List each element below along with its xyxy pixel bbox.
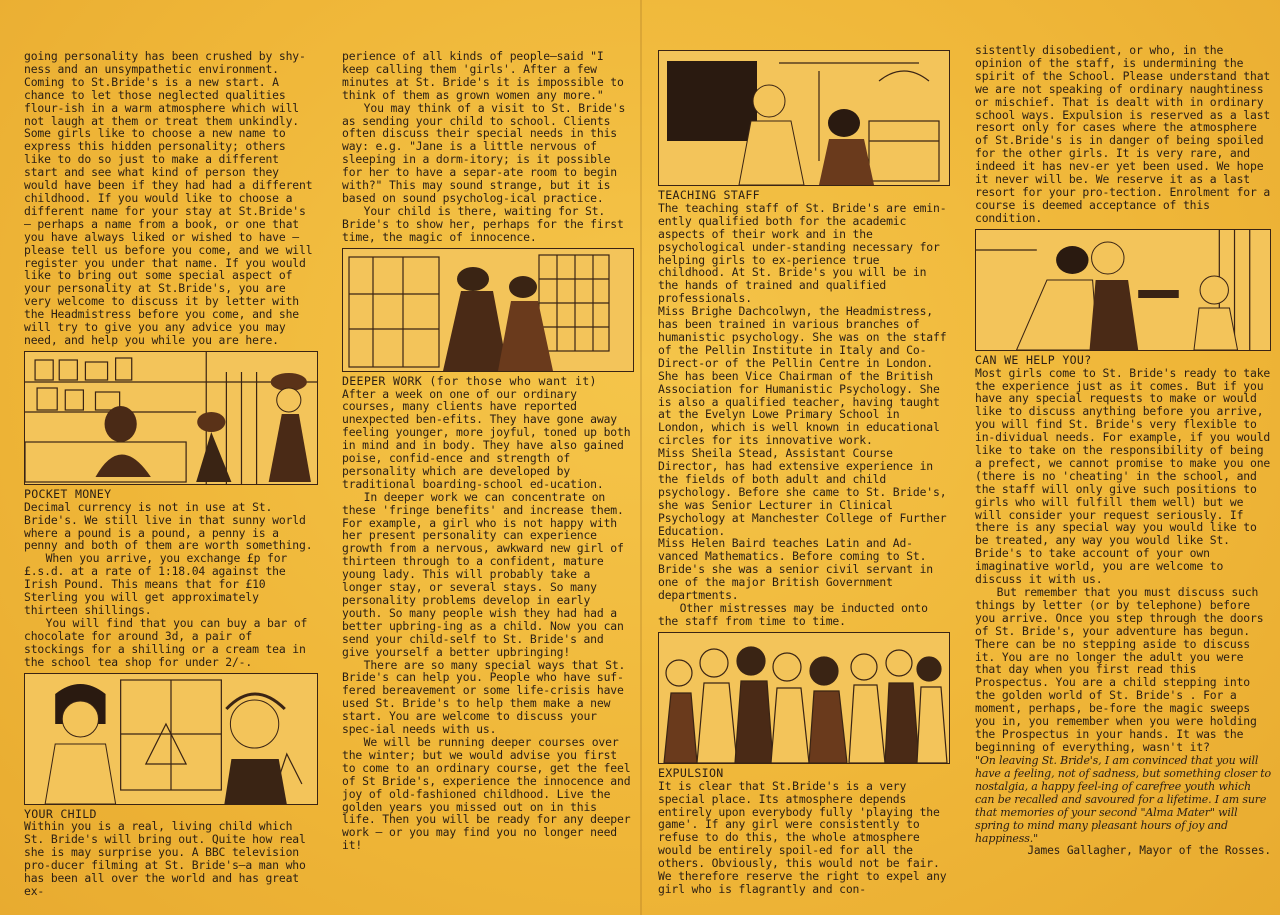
expulsion-heading: EXPULSION <box>658 765 724 780</box>
pocket-money-paragraph-2: When you arrive, you exchange £p for £.s.d. at a rate of 1:18.04 against the Irish Pound. This means that for £10 Sterling you will get approximately thirteen shillings. <box>24 551 288 617</box>
bbc-quote-paragraph: perience of all kinds of people—said "I keep calling them 'girls'. After a few minutes at St. Bride's it is impossible to think of them as grown women any more." <box>342 49 624 102</box>
column-1 <box>24 50 318 898</box>
intro-paragraph: going personality has been crushed by shy-ness and an unsympathetic environment. Coming to St.Bride's is a new start. A chance to let those neglected qualities flour-ish in a warm atmosphere which will not laugh at them or treat them unkindly. Some girls like to choose a new name to express this hidden personality; others like to do so just to make a different start and see what kind of person they would have been if they had had a different childhood. If you would like to choose a different name for your stay at St.Bride's — perhaps a name from a book, or one that you have always liked or wished to have — please tell us before you come, and we will register you under that name. If you would like to bring out some special aspect of your personality at St.Bride's, you are very welcome to discuss it by letter with the Headmistress before you come, and she will try to give you any advice you may need, and help you while you are here. <box>24 49 313 347</box>
your-child-heading: YOUR CHILD <box>24 806 97 821</box>
doorway-girls-illustration <box>342 248 634 372</box>
window-girls-illustration <box>24 673 318 805</box>
expulsion-paragraph: It is clear that St.Bride's is a very special place. Its atmosphere depends entirely upon everybody fully 'playing the game'. If any girl were consistently to refuse to do this, the whole atmosphere would be entirely spoil-ed for all the others. Obviously, this would not be fair. We therefore reserve the right to expel any girl who is flagrantly and con- <box>658 778 947 896</box>
mayor-quote: "On leaving St. Bride's, I am convinced that you will have a feeling, not of sadness, but something closer to nostalgia, a happy feel-ing of carefree youth which can be recalled and savoured for a lifetime. I am sure that memories of your second "Alma Mater" will spring to mind many pleasant hours of joy and happiness." <box>975 753 1272 845</box>
can-we-help-heading: CAN WE HELP YOU? <box>975 352 1092 367</box>
deeper-work-paragraph-2: In deeper work we can concentrate on these 'fringe benefits' and increase them. For example, a girl who is not happy with her present personality can experience growth from a nervous, awkward new girl of thirteen through to a confident, mature young lady. This will probably take a longer stay, or several stays. So many personality problems develop in early youth. So many people wish they had had a better upbring-ing as a child. Now you can send your child-self to St. Bride's and give yourself a better upbringing! <box>342 489 624 659</box>
teaching-staff-paragraph: The teaching staff of St. Bride's are emin-ently qualified both for the academic aspects of their work and in the psychological under-standing necessary for helping girls to ex-perience true childhood. At St. Bride's you will be in the hands of trained and qualified professionals. <box>658 200 947 306</box>
can-we-help-paragraph-1: Most girls come to St. Bride's ready to take the experience just as it comes. But if you have any special requests to make or would like to discuss anything before you arrive, you will find St. Bride's very flexible to in-dividual needs. For example, if you would like to take on the responsibility of being a prefect, we cannot promise to make you one (there is no 'cheating' in the school, and the staff will only give such positions to girls who will fulfill them well) but we will consider your request seriously. If there is any special way you would like to be treated, any way you would like St. Bride's to take account of your own imaginative world, you are welcome to discuss it with us. <box>975 365 1271 587</box>
visit-paragraph: You may think of a visit to St. Bride's as sending your child to school. Clients often discuss their special needs in this way: e.g. "Jane is a little nervous of sleeping in a dorm-itory; is it possible for her to have a separ-ate room to begin with?" This may sound strange, but it is based on sound psycholog-ical practice. <box>342 100 626 205</box>
deeper-work-paragraph-3: There are so many special ways that St. Bride's can help you. People who have suf-fered bereavement or some life-crisis have used St. Bride's to help them make a new start. You are welcome to discuss your spec-ial needs with us. <box>342 657 626 737</box>
column-3 <box>658 50 950 896</box>
classroom-illustration <box>658 50 950 186</box>
headmistress-paragraph: Miss Brighe Dachcolwyn, the Headmistress, has been trained in various branches of humanistic psychology. She was on the staff of the Pellin Institute in Italy and Co-Direct-or of the Pellin Centre in London. She has been Vice Chairman of the British Association for Humanistic Psychology. She is also a qualified teacher, having taught at the Evelyn Lowe Primary School in London, which is well known in educational circles for its innovative work. <box>658 304 947 448</box>
deeper-work-heading: DEEPER WORK (for those who want it) <box>342 373 597 388</box>
teaching-staff-heading: TEACHING STAFF <box>658 188 760 202</box>
your-child-paragraph: Within you is a real, living child which St. Bride's will bring out. Quite how real she is may surprise you. A BBC television pro-ducer filming at St. Bride's—a man who has been all over the world and has great ex- <box>24 819 306 898</box>
prefects-illustration <box>975 229 1271 351</box>
assistant-director-paragraph: Miss Sheila Stead, Assistant Course Director, has had extensive experience in the fields of both adult and child psychology. Before she came to St. Bride's, she was Senior Lecturer in Clinical Psychology at Manchester College of Further Education. <box>658 446 947 538</box>
center-fold <box>640 0 642 915</box>
pocket-money-paragraph-1: Decimal currency is not in use at St. Bride's. We still live in that sunny world where a pound is a pound, a penny is a penny and both of them are worth something. <box>24 499 313 553</box>
tuck-shop-illustration <box>24 351 318 485</box>
other-mistresses-paragraph: Other mistresses may be inducted onto the staff from time to time. <box>658 601 928 628</box>
mayor-signature: James Gallagher, Mayor of the Rosses. <box>1027 843 1271 857</box>
pocket-money-heading: POCKET MONEY <box>24 486 112 501</box>
column-4 <box>975 44 1271 858</box>
magic-paragraph: Your child is there, waiting for St. Bride's to show her, perhaps for the first time, the magic of innocence. <box>342 203 624 244</box>
deeper-work-paragraph-1: After a week on one of our ordinary courses, many clients have reported unexpected ben-efits. They have gone away feeling younger, more joyful, toned up both in mind and in body. They have also gained poise, confid-ence and strength of personality which are developed by traditional boarding-school ed-ucation. <box>342 386 631 491</box>
pocket-money-paragraph-3: You will find that you can buy a bar of chocolate for around 3d, a pair of stockings for a shilling or a cream tea in the school tea shop for under 2/-. <box>24 615 308 669</box>
expulsion-continued-paragraph: sistently disobedient, or who, in the opinion of the staff, is undermining the spirit of the School. Please understand that we are not speaking of ordinary naughtiness or mischief. That is dealt with in ordinary school ways. Expulsion is reserved as a last resort only for cases where the atmosphere of St.Bride's is in danger of being spoiled for the other girls. It is very rare, and indeed it has nev-er yet been used. We hope it never will be. We reserve it as a last resort for your pro-tection. Enrolment for a course is deemed acceptance of this condition. <box>975 43 1271 225</box>
column-2 <box>342 50 634 852</box>
deeper-work-paragraph-4: We will be running deeper courses over the winter; but we would advise you first to come to an ordinary course, get the feel of St Bride's, experience the innocence and joy of old-fashioned childhood. Live the golden years you missed out on in this life. Then you will be ready for any deeper work — or you may find you no longer need it! <box>342 734 631 853</box>
group-of-girls-illustration <box>658 632 950 764</box>
can-we-help-paragraph-2: But remember that you must discuss such things by letter (or by telephone) before you arrive. Once you step through the doors of St. Bride's, your adventure has begun. There can be no stepping aside to discuss it. You are no longer the adult you were that day when you first read this Prospectus. You are a child stepping into the golden world of St. Bride's . For a moment, perhaps, be-fore the magic sweeps you in, you remember when you were holding the Prospectus in your hands. It was the beginning of everything, wasn't it? <box>975 585 1264 754</box>
latin-teacher-paragraph: Miss Helen Baird teaches Latin and Ad-vanced Mathematics. Before coming to St. Bride's she was a senior civil servant in one of the major British Government departments. <box>658 536 934 603</box>
